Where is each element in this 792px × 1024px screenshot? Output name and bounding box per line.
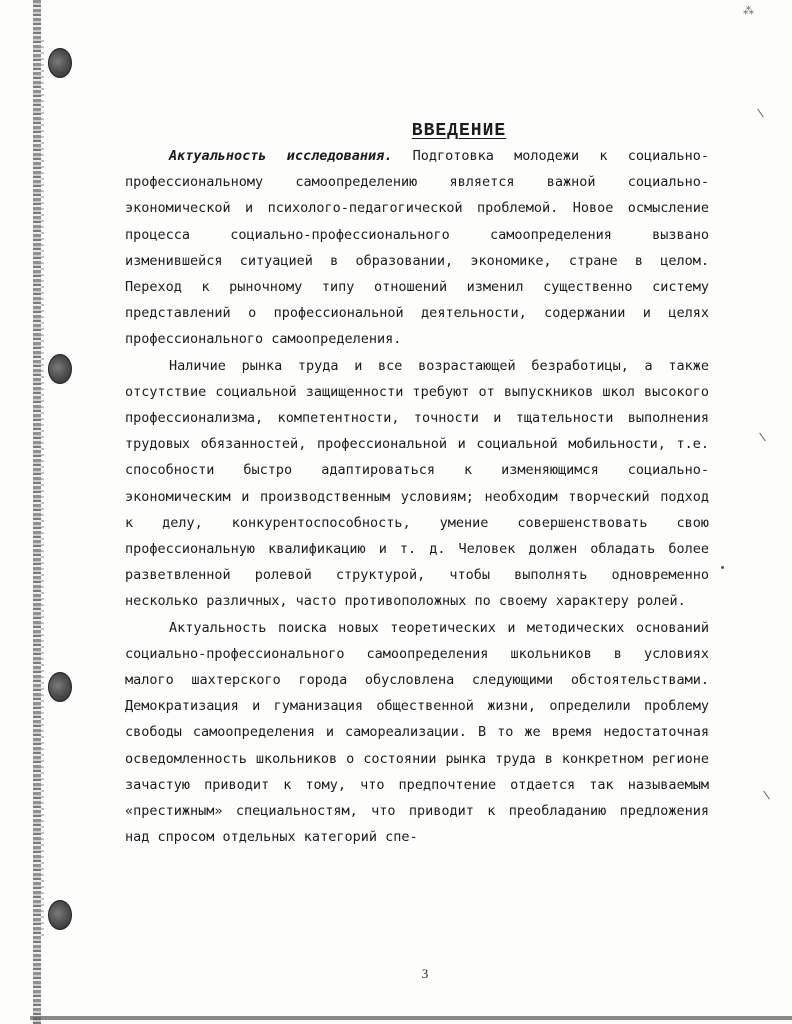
scan-speck xyxy=(763,791,770,800)
document-body xyxy=(125,117,709,850)
scan-speck xyxy=(757,109,764,118)
corner-scan-mark: ⁂ xyxy=(743,4,754,17)
punch-hole-icon xyxy=(48,48,72,78)
punch-hole-icon xyxy=(48,900,72,930)
scan-bottom-edge xyxy=(30,1016,792,1020)
page-number: 3 xyxy=(421,966,429,981)
punch-hole-icon xyxy=(48,672,72,702)
paragraph-lead: Актуальность исследования. xyxy=(169,148,393,164)
paragraph-2: Наличие рынка труда и все возрастающей безработицы, а также отсутствие социальной защищенности требуют от выпускников школ высокого профессионализма, компетентности, точности и тщательности выполнения трудовых обязанностей, профессиональной и социальной мобильности, т.е. способности быстро адаптироваться к изменяющимся социально-экономическим и производственным условиям; необходим творческий подход к делу, конкурентоспособность, умение совершенствовать свою профессиональную квалификацию и т. д. Человек должен обладать более разветвленной ролевой структурой, чтобы выполнять одновременно несколько различных, часто противоположных по своему характеру ролей. xyxy=(125,357,709,610)
paragraph-1 xyxy=(125,143,709,353)
scan-speck xyxy=(721,566,724,569)
scan-binding-edge xyxy=(33,0,41,1024)
scan-binding-shadow xyxy=(41,40,44,940)
page-title: ВВЕДЕНИЕ xyxy=(411,121,507,141)
paragraph-3: Актуальность поиска новых теоретических и методических оснований социально-профессионального самоопределения школьников в условиях малого шахтерского города обусловлена следующими обстоятельствами. Демократизация и гуманизация общественной жизни, определили проблему свободы самоопределения и самореализации. В то же время недостаточная осведомленность школьников о состоянии рынка труда в конкретном регионе зачастую приводит к тому, что предпочтение отдается так называемым «престижным» специальностям, что приводит к преобладанию предложения над спросом отдельных категорий спе- xyxy=(125,619,709,846)
scan-speck xyxy=(759,433,766,442)
punch-hole-icon xyxy=(48,354,72,384)
paragraph-text: Подготовка молодежи к социально-профессиональному самоопределению является важной социально-экономической и психолого-педагогической проблемой. Новое осмысление процесса социально-профессионального самоопределения вызвано изменившейся ситуацией в образовании, экономике, стране в целом. Переход к рыночному типу отношений изменил существенно систему представлений о профессиональной деятельности, содержании и целях профессионального самоопределения. xyxy=(125,148,709,348)
